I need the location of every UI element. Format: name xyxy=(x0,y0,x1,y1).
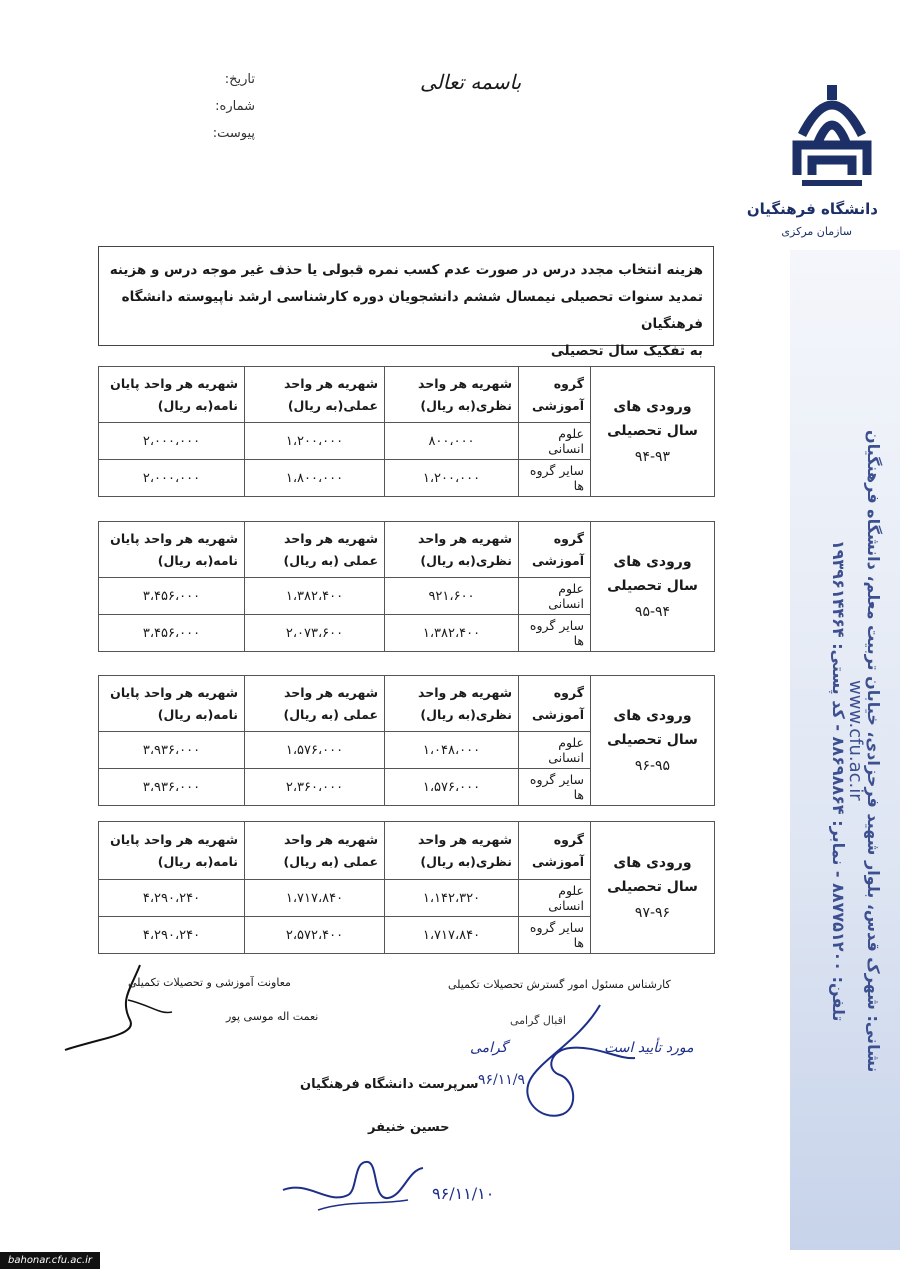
president-handwritten-date: ۹۶/۱۱/۱۰ xyxy=(432,1184,495,1203)
logo-university-name: دانشگاه فرهنگیان xyxy=(746,200,878,218)
side-phone: تلفن: ۸۸۷۷۵۱۲۰۰ - نمابر: ۸۸۶۹۸۸۶۴ - کد پستی: ۱۹۳۹۶۱۴۴۶۴ xyxy=(829,540,848,1022)
group-cell: سایر گروه ها xyxy=(519,917,591,954)
thesis-cell: ۳،۴۵۶،۰۰۰ xyxy=(99,578,245,615)
title-line-1: هزینه انتخاب مجدد درس در صورت عدم کسب نمره قبولی یا حذف غیر موجه درس و هزینه xyxy=(109,262,703,278)
group-cell: علوم انسانی xyxy=(519,578,591,615)
fee-table-96-97 xyxy=(98,821,715,954)
thesis-cell: ۲،۰۰۰،۰۰۰ xyxy=(99,423,245,460)
theory-cell: ۱،۵۷۶،۰۰۰ xyxy=(385,769,519,806)
president-signature-icon xyxy=(278,1150,428,1220)
header-theory: شهریه هر واحد نظری(به ریال) xyxy=(385,367,519,423)
thesis-cell: ۳،۹۳۶،۰۰۰ xyxy=(99,769,245,806)
handwritten-date: ۹۶/۱۱/۹ xyxy=(478,1072,526,1088)
header-thesis: شهریه هر واحد پایان نامه(به ریال) xyxy=(99,522,245,578)
title-line-3: به تفکیک سال تحصیلی xyxy=(550,343,703,359)
handwritten-approval: مورد تأیید است xyxy=(604,1040,694,1056)
header-thesis: شهریه هر واحد پایان نامه(به ریال) xyxy=(99,676,245,732)
header-group: گروه آموزشی xyxy=(519,522,591,578)
header-practical: شهریه هر واحد عملی (به ریال) xyxy=(245,822,385,880)
theory-cell: ۱،۷۱۷،۸۴۰ xyxy=(385,917,519,954)
theory-cell: ۱،۰۴۸،۰۰۰ xyxy=(385,732,519,769)
cohort-cell: ورودی های سال تحصیلی ۹۴-۹۳ xyxy=(591,367,715,497)
header-thesis: شهریه هر واحد پایان نامه(به ریال) xyxy=(99,367,245,423)
practical-cell: ۱،۸۰۰،۰۰۰ xyxy=(245,460,385,497)
practical-cell: ۱،۳۸۲،۴۰۰ xyxy=(245,578,385,615)
thesis-cell: ۲،۰۰۰،۰۰۰ xyxy=(99,460,245,497)
group-cell: سایر گروه ها xyxy=(519,615,591,652)
deputy-name: نعمت اله موسی پور xyxy=(226,1010,319,1023)
expert-signature-icon xyxy=(500,1000,640,1125)
theory-cell: ۸۰۰،۰۰۰ xyxy=(385,423,519,460)
date-label: تاریخ: xyxy=(224,72,255,87)
thesis-cell: ۳،۴۵۶،۰۰۰ xyxy=(99,615,245,652)
practical-cell: ۱،۲۰۰،۰۰۰ xyxy=(245,423,385,460)
title-box xyxy=(98,246,714,359)
group-cell: سایر گروه ها xyxy=(519,769,591,806)
practical-cell: ۲،۰۷۳،۶۰۰ xyxy=(245,615,385,652)
thesis-cell: ۴،۲۹۰،۲۴۰ xyxy=(99,880,245,917)
fee-table-95-96 xyxy=(98,675,715,806)
group-cell: علوم انسانی xyxy=(519,732,591,769)
logo-subtitle: سازمان مرکزی xyxy=(781,225,852,238)
header-theory: شهریه هر واحد نظری(به ریال) xyxy=(385,676,519,732)
bismillah-heading: باسمه تعالی xyxy=(420,70,522,94)
header-theory: شهریه هر واحد نظری(به ریال) xyxy=(385,822,519,880)
letter-meta xyxy=(200,66,255,147)
practical-cell: ۱،۵۷۶،۰۰۰ xyxy=(245,732,385,769)
university-logo-icon xyxy=(782,65,882,245)
title-line-2: تمدید سنوات تحصیلی نیمسال ششم دانشجویان دوره کارشناسی ارشد ناپیوسته دانشگاه فرهنگیان xyxy=(121,289,703,332)
header-group: گروه آموزشی xyxy=(519,676,591,732)
header-theory: شهریه هر واحد نظری(به ریال) xyxy=(385,522,519,578)
header-practical: شهریه هر واحد عملی (به ریال) xyxy=(245,676,385,732)
president-title: سرپرست دانشگاه فرهنگیان xyxy=(300,1077,479,1092)
thesis-cell: ۳،۹۳۶،۰۰۰ xyxy=(99,732,245,769)
practical-cell: ۲،۵۷۲،۴۰۰ xyxy=(245,917,385,954)
fee-table-94-95 xyxy=(98,521,715,652)
deputy-title: معاونت آموزشی و تحصیلات تکمیلی xyxy=(128,976,291,989)
source-url-tag: bahonar.cfu.ac.ir xyxy=(0,1252,100,1269)
cohort-cell: ورودی های سال تحصیلی ۹۷-۹۶ xyxy=(591,822,715,954)
theory-cell: ۱،۳۸۲،۴۰۰ xyxy=(385,615,519,652)
header-group: گروه آموزشی xyxy=(519,822,591,880)
theory-cell: ۹۲۱،۶۰۰ xyxy=(385,578,519,615)
group-cell: علوم انسانی xyxy=(519,423,591,460)
fee-table-93-94 xyxy=(98,366,715,497)
header-practical: شهریه هر واحد عملی(به ریال) xyxy=(245,367,385,423)
theory-cell: ۱،۲۰۰،۰۰۰ xyxy=(385,460,519,497)
practical-cell: ۲،۳۶۰،۰۰۰ xyxy=(245,769,385,806)
expert-title: کارشناس مسئول امور گسترش تحصیلات تکمیلی xyxy=(448,978,671,991)
cohort-cell: ورودی های سال تحصیلی ۹۶-۹۵ xyxy=(591,676,715,806)
attachment-label: پیوست: xyxy=(212,126,255,141)
theory-cell: ۱،۱۴۲،۳۲۰ xyxy=(385,880,519,917)
group-cell: سایر گروه ها xyxy=(519,460,591,497)
group-cell: علوم انسانی xyxy=(519,880,591,917)
side-website: www.cfu.ac.ir xyxy=(845,680,866,801)
deputy-signature-icon xyxy=(60,960,180,1055)
president-name: حسین خنیفر xyxy=(368,1120,450,1135)
header-practical: شهریه هر واحد عملی (به ریال) xyxy=(245,522,385,578)
number-label: شماره: xyxy=(215,99,255,114)
cohort-cell: ورودی های سال تحصیلی ۹۵-۹۴ xyxy=(591,522,715,652)
side-address: نشانی: شهرک قدس، بلوار شهید فرحزادی، خیابان تربیت معلم، دانشگاه فرهنگیان xyxy=(864,430,883,1073)
thesis-cell: ۴،۲۹۰،۲۴۰ xyxy=(99,917,245,954)
header-group: گروه آموزشی xyxy=(519,367,591,423)
handwritten-greeting: گرامی xyxy=(470,1040,508,1056)
header-thesis: شهریه هر واحد پایان نامه(به ریال) xyxy=(99,822,245,880)
reference-note: اقبال گرامی xyxy=(510,1014,566,1027)
practical-cell: ۱،۷۱۷،۸۴۰ xyxy=(245,880,385,917)
